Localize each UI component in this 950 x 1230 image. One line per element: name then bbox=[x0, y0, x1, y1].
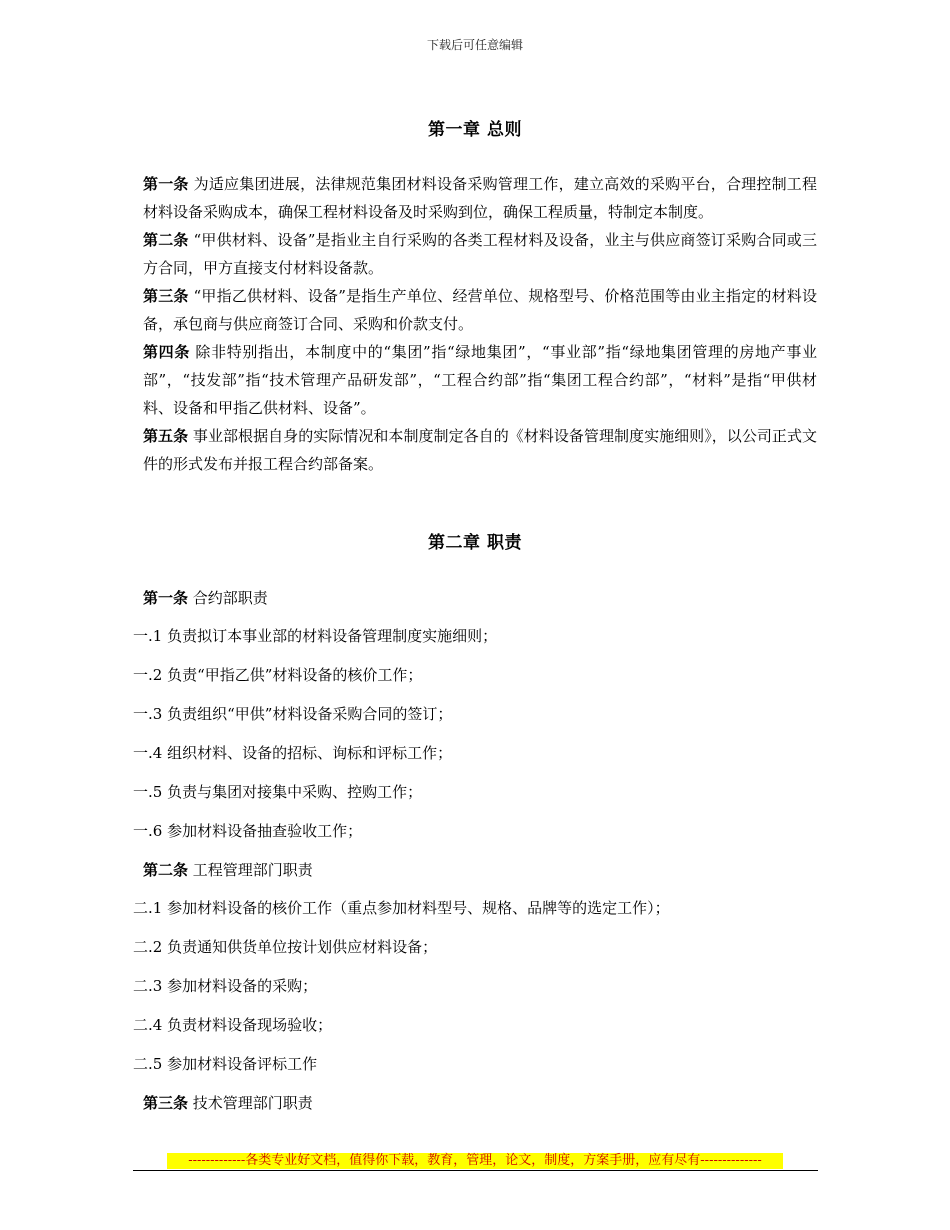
list-item: 二.4 负责材料设备现场验收； bbox=[133, 1016, 333, 1034]
section-label: 第二条 bbox=[143, 861, 189, 879]
article-label: 第一条 bbox=[143, 175, 189, 193]
chapter-1-title: 第一章 总则 bbox=[428, 120, 522, 140]
section-1-heading bbox=[143, 588, 268, 608]
article-label: 第二条 bbox=[143, 231, 189, 249]
article-label: 第三条 bbox=[143, 287, 189, 305]
list-item: 一.2 负责“甲指乙供”材料设备的核价工作； bbox=[133, 666, 423, 684]
article-text: 为适应集团进展，法律规范集团材料设备采购管理工作，建立高效的采购平台，合理控制工程材料设备采购成本，确保工程材料设备及时采购到位，确保工程质量，特制定本制度。 bbox=[143, 175, 817, 221]
article-text: 事业部根据自身的实际情况和本制度制定各自的《材料设备管理制度实施细则》，以公司正式文件的形式发布并报工程合约部备案。 bbox=[143, 427, 817, 473]
list-item: 二.5 参加材料设备评标工作 bbox=[133, 1055, 318, 1073]
article-text: “甲指乙供材料、设备”是指生产单位、经营单位、规格型号、价格范围等由业主指定的材料设备，承包商与供应商签订合同、采购和价款支付。 bbox=[143, 287, 817, 333]
article-text: 除非特别指出，本制度中的“集团”指“绿地集团”，“事业部”指“绿地集团管理的房地产事业部”，“技发部”指“技术管理产品研发部”，“工程合约部”指“集团工程合约部”，“材料”是指“甲供材料、设备和甲指乙供材料、设备”。 bbox=[143, 343, 817, 417]
list-item: 二.1 参加材料设备的核价工作（重点参加材料型号、规格、品牌等的选定工作）； bbox=[133, 899, 670, 917]
footer-divider bbox=[133, 1170, 818, 1171]
list-item: 一.4 组织材料、设备的招标、询标和评标工作； bbox=[133, 744, 453, 762]
section-text: 合约部职责 bbox=[188, 589, 268, 607]
list-item: 二.2 负责通知供货单位按计划供应材料设备； bbox=[133, 938, 438, 956]
chapter-1-article-2 bbox=[143, 226, 817, 282]
list-item: 一.6 参加材料设备抽查验收工作； bbox=[133, 822, 363, 840]
section-text: 工程管理部门职责 bbox=[188, 861, 313, 879]
section-2-heading bbox=[143, 860, 313, 880]
chapter-1-article-4 bbox=[143, 338, 817, 422]
footer-banner: -------------各类专业好文档，值得你下载，教育，管理，论文，制度，方案手册，应有尽有-------------- bbox=[188, 1153, 762, 1168]
section-text: 技术管理部门职责 bbox=[188, 1094, 313, 1112]
list-item: 一.1 负责拟订本事业部的材料设备管理制度实施细则； bbox=[133, 627, 498, 645]
list-item: 一.3 负责组织“甲供”材料设备采购合同的签订； bbox=[133, 705, 453, 723]
chapter-1-article-1 bbox=[143, 170, 817, 226]
page-header: 下载后可任意编辑 bbox=[426, 38, 523, 52]
section-3-heading bbox=[143, 1093, 313, 1113]
article-label: 第四条 bbox=[143, 343, 190, 361]
section-label: 第一条 bbox=[143, 589, 189, 607]
chapter-2-title: 第二章 职责 bbox=[428, 533, 522, 553]
chapter-1-article-3 bbox=[143, 282, 817, 338]
article-label: 第五条 bbox=[143, 427, 189, 445]
list-item: 一.5 负责与集团对接集中采购、控购工作； bbox=[133, 783, 423, 801]
article-text: “甲供材料、设备”是指业主自行采购的各类工程材料及设备，业主与供应商签订采购合同或三方合同，甲方直接支付材料设备款。 bbox=[143, 231, 817, 277]
list-item: 二.3 参加材料设备的采购； bbox=[133, 977, 318, 995]
chapter-1-article-5 bbox=[143, 422, 817, 478]
section-label: 第三条 bbox=[143, 1094, 189, 1112]
